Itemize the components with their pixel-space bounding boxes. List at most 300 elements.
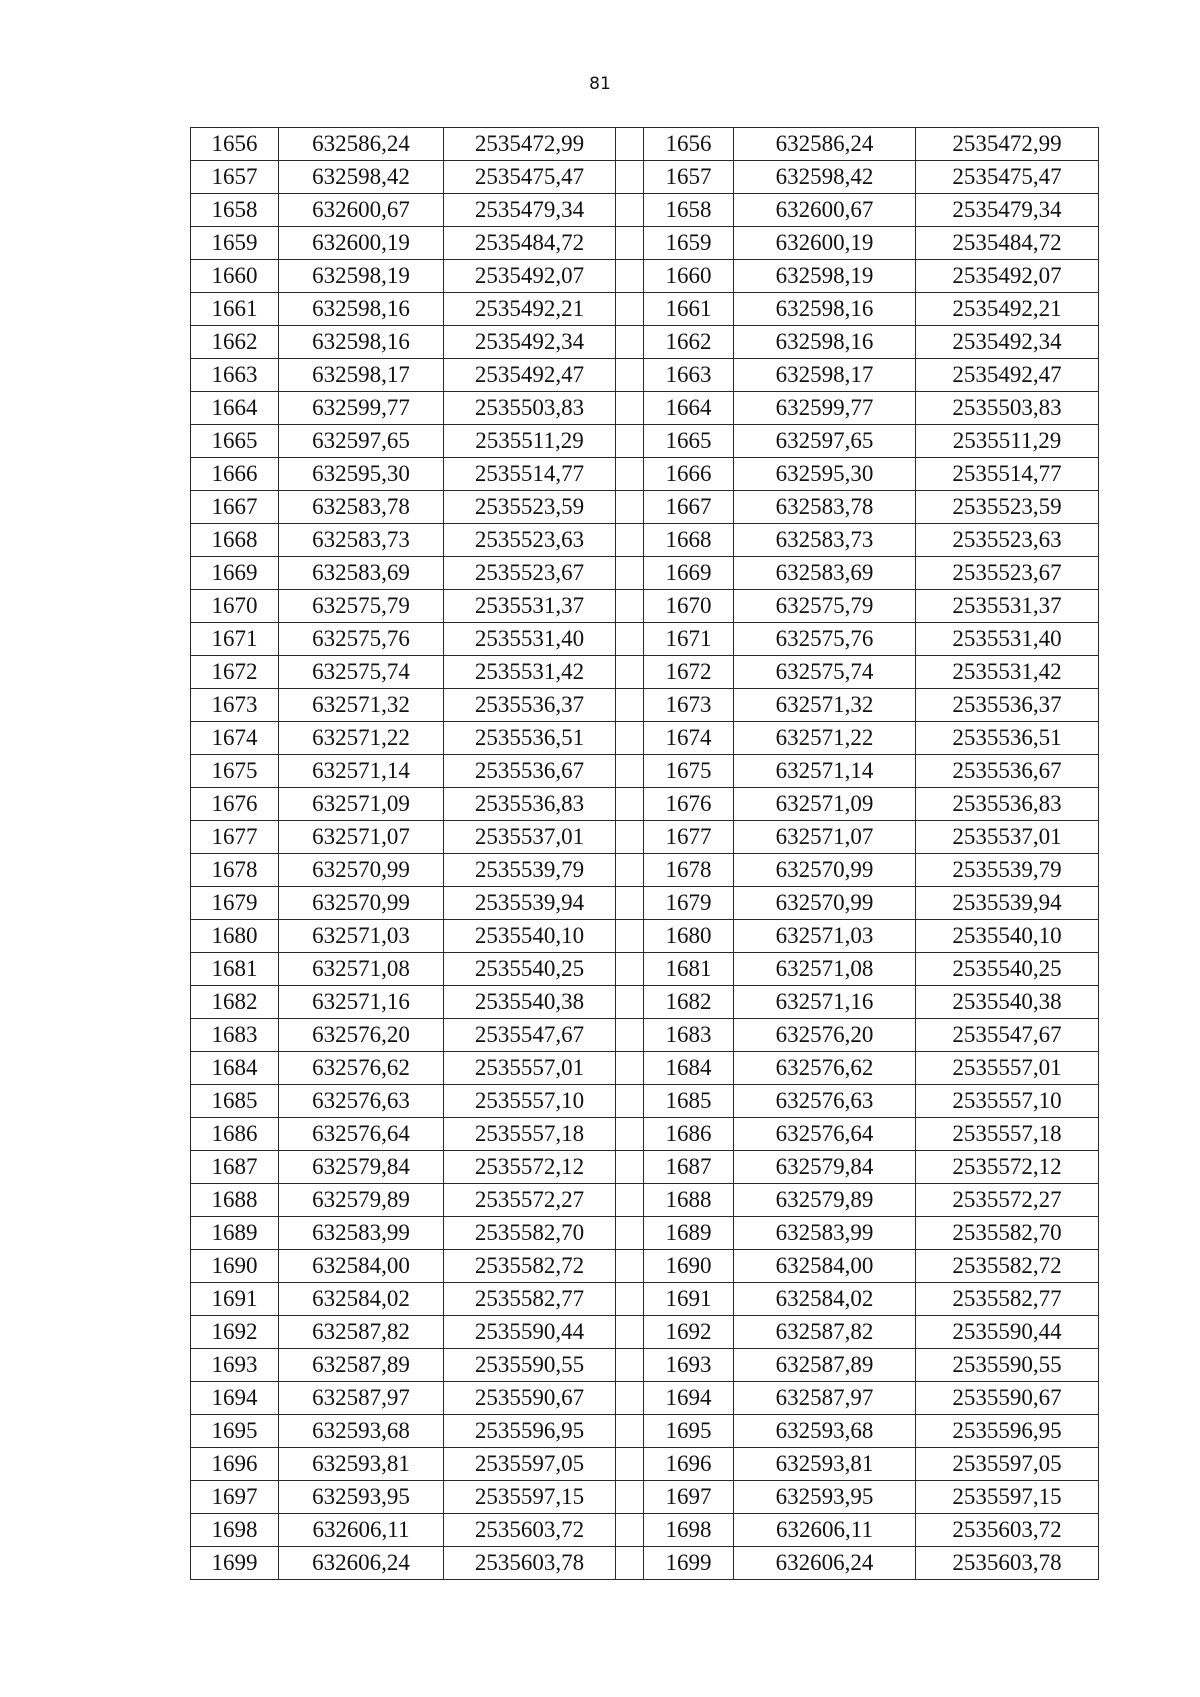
spacer-cell — [616, 557, 644, 590]
right-y-coordinate-cell: 2535531,42 — [916, 656, 1099, 689]
spacer-cell — [616, 755, 644, 788]
left-x-coordinate-cell: 632593,81 — [279, 1448, 444, 1481]
left-x-coordinate-cell: 632597,65 — [279, 425, 444, 458]
right-point-number-cell: 1664 — [644, 392, 734, 425]
spacer-cell — [616, 293, 644, 326]
left-point-number-cell: 1658 — [191, 194, 279, 227]
spacer-cell — [616, 1448, 644, 1481]
left-y-coordinate-cell: 2535523,63 — [444, 524, 616, 557]
left-y-coordinate-cell: 2535572,27 — [444, 1184, 616, 1217]
left-point-number-cell: 1678 — [191, 854, 279, 887]
left-x-coordinate-cell: 632593,95 — [279, 1481, 444, 1514]
right-point-number-cell: 1656 — [644, 128, 734, 161]
right-y-coordinate-cell: 2535523,59 — [916, 491, 1099, 524]
left-x-coordinate-cell: 632598,16 — [279, 293, 444, 326]
right-y-coordinate-cell: 2535492,34 — [916, 326, 1099, 359]
table-row — [191, 1184, 1099, 1217]
left-x-coordinate-cell: 632576,63 — [279, 1085, 444, 1118]
spacer-cell — [616, 227, 644, 260]
spacer-cell — [616, 1514, 644, 1547]
right-y-coordinate-cell: 2535582,72 — [916, 1250, 1099, 1283]
right-x-coordinate-cell: 632575,76 — [734, 623, 916, 656]
right-x-coordinate-cell: 632606,24 — [734, 1547, 916, 1580]
right-point-number-cell: 1690 — [644, 1250, 734, 1283]
right-point-number-cell: 1678 — [644, 854, 734, 887]
right-x-coordinate-cell: 632571,16 — [734, 986, 916, 1019]
left-x-coordinate-cell: 632586,24 — [279, 128, 444, 161]
table-row — [191, 1349, 1099, 1382]
left-x-coordinate-cell: 632598,19 — [279, 260, 444, 293]
spacer-cell — [616, 1547, 644, 1580]
right-y-coordinate-cell: 2535572,27 — [916, 1184, 1099, 1217]
left-y-coordinate-cell: 2535557,10 — [444, 1085, 616, 1118]
left-x-coordinate-cell: 632587,89 — [279, 1349, 444, 1382]
left-x-coordinate-cell: 632584,02 — [279, 1283, 444, 1316]
left-x-coordinate-cell: 632571,08 — [279, 953, 444, 986]
spacer-cell — [616, 1085, 644, 1118]
left-point-number-cell: 1682 — [191, 986, 279, 1019]
right-point-number-cell: 1683 — [644, 1019, 734, 1052]
left-y-coordinate-cell: 2535475,47 — [444, 161, 616, 194]
table-row — [191, 953, 1099, 986]
right-y-coordinate-cell: 2535479,34 — [916, 194, 1099, 227]
left-x-coordinate-cell: 632579,84 — [279, 1151, 444, 1184]
left-x-coordinate-cell: 632571,22 — [279, 722, 444, 755]
right-x-coordinate-cell: 632576,20 — [734, 1019, 916, 1052]
spacer-cell — [616, 1382, 644, 1415]
table-row — [191, 1052, 1099, 1085]
right-y-coordinate-cell: 2535537,01 — [916, 821, 1099, 854]
table-row — [191, 1316, 1099, 1349]
spacer-cell — [616, 623, 644, 656]
right-x-coordinate-cell: 632587,89 — [734, 1349, 916, 1382]
right-point-number-cell: 1680 — [644, 920, 734, 953]
right-x-coordinate-cell: 632584,00 — [734, 1250, 916, 1283]
table-row — [191, 425, 1099, 458]
left-x-coordinate-cell: 632576,20 — [279, 1019, 444, 1052]
table-row — [191, 656, 1099, 689]
left-x-coordinate-cell: 632571,14 — [279, 755, 444, 788]
table-row — [191, 392, 1099, 425]
right-y-coordinate-cell: 2535531,40 — [916, 623, 1099, 656]
right-y-coordinate-cell: 2535523,67 — [916, 557, 1099, 590]
left-point-number-cell: 1697 — [191, 1481, 279, 1514]
right-point-number-cell: 1694 — [644, 1382, 734, 1415]
right-x-coordinate-cell: 632570,99 — [734, 887, 916, 920]
left-y-coordinate-cell: 2535531,40 — [444, 623, 616, 656]
right-x-coordinate-cell: 632579,84 — [734, 1151, 916, 1184]
right-x-coordinate-cell: 632571,03 — [734, 920, 916, 953]
table-row — [191, 161, 1099, 194]
left-y-coordinate-cell: 2535540,25 — [444, 953, 616, 986]
spacer-cell — [616, 1415, 644, 1448]
right-x-coordinate-cell: 632576,62 — [734, 1052, 916, 1085]
right-y-coordinate-cell: 2535536,51 — [916, 722, 1099, 755]
left-y-coordinate-cell: 2535492,07 — [444, 260, 616, 293]
table-row — [191, 986, 1099, 1019]
left-point-number-cell: 1672 — [191, 656, 279, 689]
table-row — [191, 623, 1099, 656]
table-row — [191, 722, 1099, 755]
left-x-coordinate-cell: 632576,62 — [279, 1052, 444, 1085]
left-y-coordinate-cell: 2535514,77 — [444, 458, 616, 491]
left-x-coordinate-cell: 632598,16 — [279, 326, 444, 359]
right-point-number-cell: 1692 — [644, 1316, 734, 1349]
left-y-coordinate-cell: 2535537,01 — [444, 821, 616, 854]
left-x-coordinate-cell: 632587,97 — [279, 1382, 444, 1415]
left-point-number-cell: 1657 — [191, 161, 279, 194]
spacer-cell — [616, 1151, 644, 1184]
right-y-coordinate-cell: 2535539,94 — [916, 887, 1099, 920]
left-point-number-cell: 1664 — [191, 392, 279, 425]
spacer-cell — [616, 1250, 644, 1283]
right-y-coordinate-cell: 2535492,07 — [916, 260, 1099, 293]
right-x-coordinate-cell: 632571,32 — [734, 689, 916, 722]
right-y-coordinate-cell: 2535536,83 — [916, 788, 1099, 821]
spacer-cell — [616, 1217, 644, 1250]
right-x-coordinate-cell: 632575,79 — [734, 590, 916, 623]
left-point-number-cell: 1663 — [191, 359, 279, 392]
right-point-number-cell: 1679 — [644, 887, 734, 920]
left-point-number-cell: 1668 — [191, 524, 279, 557]
right-point-number-cell: 1682 — [644, 986, 734, 1019]
left-y-coordinate-cell: 2535484,72 — [444, 227, 616, 260]
right-x-coordinate-cell: 632583,99 — [734, 1217, 916, 1250]
right-point-number-cell: 1693 — [644, 1349, 734, 1382]
right-y-coordinate-cell: 2535603,78 — [916, 1547, 1099, 1580]
left-y-coordinate-cell: 2535531,42 — [444, 656, 616, 689]
left-x-coordinate-cell: 632595,30 — [279, 458, 444, 491]
right-point-number-cell: 1669 — [644, 557, 734, 590]
right-y-coordinate-cell: 2535540,25 — [916, 953, 1099, 986]
left-x-coordinate-cell: 632593,68 — [279, 1415, 444, 1448]
table-row — [191, 1481, 1099, 1514]
right-point-number-cell: 1659 — [644, 227, 734, 260]
left-y-coordinate-cell: 2535582,72 — [444, 1250, 616, 1283]
right-y-coordinate-cell: 2535582,70 — [916, 1217, 1099, 1250]
right-point-number-cell: 1675 — [644, 755, 734, 788]
table-row — [191, 557, 1099, 590]
right-x-coordinate-cell: 632593,68 — [734, 1415, 916, 1448]
left-point-number-cell: 1695 — [191, 1415, 279, 1448]
left-x-coordinate-cell: 632575,74 — [279, 656, 444, 689]
left-x-coordinate-cell: 632571,03 — [279, 920, 444, 953]
left-x-coordinate-cell: 632576,64 — [279, 1118, 444, 1151]
right-y-coordinate-cell: 2535475,47 — [916, 161, 1099, 194]
right-point-number-cell: 1661 — [644, 293, 734, 326]
table-row — [191, 1118, 1099, 1151]
right-x-coordinate-cell: 632598,17 — [734, 359, 916, 392]
left-y-coordinate-cell: 2535603,72 — [444, 1514, 616, 1547]
right-point-number-cell: 1691 — [644, 1283, 734, 1316]
left-x-coordinate-cell: 632583,78 — [279, 491, 444, 524]
table-row — [191, 458, 1099, 491]
right-y-coordinate-cell: 2535492,21 — [916, 293, 1099, 326]
left-y-coordinate-cell: 2535590,44 — [444, 1316, 616, 1349]
right-x-coordinate-cell: 632571,09 — [734, 788, 916, 821]
right-point-number-cell: 1689 — [644, 1217, 734, 1250]
left-y-coordinate-cell: 2535536,67 — [444, 755, 616, 788]
spacer-cell — [616, 1316, 644, 1349]
right-x-coordinate-cell: 632598,16 — [734, 293, 916, 326]
spacer-cell — [616, 953, 644, 986]
right-point-number-cell: 1666 — [644, 458, 734, 491]
right-y-coordinate-cell: 2535536,37 — [916, 689, 1099, 722]
left-point-number-cell: 1686 — [191, 1118, 279, 1151]
spacer-cell — [616, 1019, 644, 1052]
table-row — [191, 788, 1099, 821]
right-point-number-cell: 1698 — [644, 1514, 734, 1547]
right-x-coordinate-cell: 632599,77 — [734, 392, 916, 425]
right-y-coordinate-cell: 2535557,18 — [916, 1118, 1099, 1151]
right-point-number-cell: 1674 — [644, 722, 734, 755]
right-y-coordinate-cell: 2535492,47 — [916, 359, 1099, 392]
left-y-coordinate-cell: 2535572,12 — [444, 1151, 616, 1184]
left-y-coordinate-cell: 2535597,15 — [444, 1481, 616, 1514]
left-x-coordinate-cell: 632571,32 — [279, 689, 444, 722]
right-point-number-cell: 1684 — [644, 1052, 734, 1085]
left-y-coordinate-cell: 2535540,10 — [444, 920, 616, 953]
left-point-number-cell: 1666 — [191, 458, 279, 491]
left-x-coordinate-cell: 632575,79 — [279, 590, 444, 623]
right-y-coordinate-cell: 2535540,10 — [916, 920, 1099, 953]
left-point-number-cell: 1656 — [191, 128, 279, 161]
table-row — [191, 1448, 1099, 1481]
left-point-number-cell: 1683 — [191, 1019, 279, 1052]
spacer-cell — [616, 161, 644, 194]
right-point-number-cell: 1673 — [644, 689, 734, 722]
table-row — [191, 128, 1099, 161]
left-y-coordinate-cell: 2535536,83 — [444, 788, 616, 821]
right-x-coordinate-cell: 632570,99 — [734, 854, 916, 887]
spacer-cell — [616, 260, 644, 293]
left-y-coordinate-cell: 2535540,38 — [444, 986, 616, 1019]
right-y-coordinate-cell: 2535472,99 — [916, 128, 1099, 161]
left-y-coordinate-cell: 2535557,01 — [444, 1052, 616, 1085]
left-point-number-cell: 1674 — [191, 722, 279, 755]
right-point-number-cell: 1688 — [644, 1184, 734, 1217]
left-x-coordinate-cell: 632571,09 — [279, 788, 444, 821]
right-y-coordinate-cell: 2535572,12 — [916, 1151, 1099, 1184]
right-x-coordinate-cell: 632598,19 — [734, 260, 916, 293]
right-y-coordinate-cell: 2535596,95 — [916, 1415, 1099, 1448]
left-point-number-cell: 1669 — [191, 557, 279, 590]
left-y-coordinate-cell: 2535603,78 — [444, 1547, 616, 1580]
left-x-coordinate-cell: 632570,99 — [279, 854, 444, 887]
right-point-number-cell: 1660 — [644, 260, 734, 293]
right-x-coordinate-cell: 632571,14 — [734, 755, 916, 788]
right-y-coordinate-cell: 2535531,37 — [916, 590, 1099, 623]
left-y-coordinate-cell: 2535547,67 — [444, 1019, 616, 1052]
left-y-coordinate-cell: 2535582,70 — [444, 1217, 616, 1250]
left-y-coordinate-cell: 2535472,99 — [444, 128, 616, 161]
left-y-coordinate-cell: 2535596,95 — [444, 1415, 616, 1448]
left-y-coordinate-cell: 2535597,05 — [444, 1448, 616, 1481]
left-point-number-cell: 1688 — [191, 1184, 279, 1217]
right-x-coordinate-cell: 632583,69 — [734, 557, 916, 590]
table-row — [191, 1547, 1099, 1580]
spacer-cell — [616, 326, 644, 359]
right-point-number-cell: 1676 — [644, 788, 734, 821]
left-point-number-cell: 1690 — [191, 1250, 279, 1283]
right-point-number-cell: 1677 — [644, 821, 734, 854]
left-x-coordinate-cell: 632606,24 — [279, 1547, 444, 1580]
left-y-coordinate-cell: 2535582,77 — [444, 1283, 616, 1316]
table-row — [191, 1283, 1099, 1316]
left-y-coordinate-cell: 2535503,83 — [444, 392, 616, 425]
left-y-coordinate-cell: 2535492,21 — [444, 293, 616, 326]
left-x-coordinate-cell: 632599,77 — [279, 392, 444, 425]
right-point-number-cell: 1663 — [644, 359, 734, 392]
spacer-cell — [616, 689, 644, 722]
table-row — [191, 326, 1099, 359]
right-point-number-cell: 1657 — [644, 161, 734, 194]
right-y-coordinate-cell: 2535547,67 — [916, 1019, 1099, 1052]
left-y-coordinate-cell: 2535536,51 — [444, 722, 616, 755]
table-row — [191, 359, 1099, 392]
spacer-cell — [616, 1349, 644, 1382]
right-point-number-cell: 1697 — [644, 1481, 734, 1514]
left-x-coordinate-cell: 632598,42 — [279, 161, 444, 194]
spacer-cell — [616, 821, 644, 854]
table-row — [191, 260, 1099, 293]
left-point-number-cell: 1693 — [191, 1349, 279, 1382]
left-x-coordinate-cell: 632575,76 — [279, 623, 444, 656]
left-x-coordinate-cell: 632583,99 — [279, 1217, 444, 1250]
right-point-number-cell: 1699 — [644, 1547, 734, 1580]
spacer-cell — [616, 1481, 644, 1514]
left-y-coordinate-cell: 2535539,94 — [444, 887, 616, 920]
spacer-cell — [616, 458, 644, 491]
left-y-coordinate-cell: 2535531,37 — [444, 590, 616, 623]
right-x-coordinate-cell: 632579,89 — [734, 1184, 916, 1217]
left-y-coordinate-cell: 2535511,29 — [444, 425, 616, 458]
left-point-number-cell: 1667 — [191, 491, 279, 524]
right-y-coordinate-cell: 2535540,38 — [916, 986, 1099, 1019]
table-row — [191, 590, 1099, 623]
left-y-coordinate-cell: 2535523,59 — [444, 491, 616, 524]
left-point-number-cell: 1659 — [191, 227, 279, 260]
table-row — [191, 1382, 1099, 1415]
spacer-cell — [616, 656, 644, 689]
right-y-coordinate-cell: 2535582,77 — [916, 1283, 1099, 1316]
coordinates-table — [190, 127, 1099, 1580]
left-x-coordinate-cell: 632583,73 — [279, 524, 444, 557]
left-y-coordinate-cell: 2535536,37 — [444, 689, 616, 722]
left-point-number-cell: 1670 — [191, 590, 279, 623]
right-point-number-cell: 1696 — [644, 1448, 734, 1481]
right-y-coordinate-cell: 2535603,72 — [916, 1514, 1099, 1547]
right-point-number-cell: 1658 — [644, 194, 734, 227]
left-x-coordinate-cell: 632571,07 — [279, 821, 444, 854]
page-number: 81 — [589, 74, 611, 94]
left-point-number-cell: 1677 — [191, 821, 279, 854]
left-y-coordinate-cell: 2535492,34 — [444, 326, 616, 359]
left-x-coordinate-cell: 632584,00 — [279, 1250, 444, 1283]
right-y-coordinate-cell: 2535511,29 — [916, 425, 1099, 458]
spacer-cell — [616, 1184, 644, 1217]
spacer-cell — [616, 1283, 644, 1316]
right-x-coordinate-cell: 632583,78 — [734, 491, 916, 524]
left-x-coordinate-cell: 632571,16 — [279, 986, 444, 1019]
right-y-coordinate-cell: 2535597,05 — [916, 1448, 1099, 1481]
left-point-number-cell: 1660 — [191, 260, 279, 293]
right-point-number-cell: 1687 — [644, 1151, 734, 1184]
left-x-coordinate-cell: 632587,82 — [279, 1316, 444, 1349]
table-row — [191, 887, 1099, 920]
right-x-coordinate-cell: 632587,82 — [734, 1316, 916, 1349]
spacer-cell — [616, 425, 644, 458]
right-point-number-cell: 1667 — [644, 491, 734, 524]
spacer-cell — [616, 920, 644, 953]
left-point-number-cell: 1692 — [191, 1316, 279, 1349]
left-x-coordinate-cell: 632583,69 — [279, 557, 444, 590]
left-point-number-cell: 1691 — [191, 1283, 279, 1316]
spacer-cell — [616, 887, 644, 920]
right-x-coordinate-cell: 632598,16 — [734, 326, 916, 359]
table-row — [191, 1085, 1099, 1118]
right-y-coordinate-cell: 2535590,55 — [916, 1349, 1099, 1382]
right-y-coordinate-cell: 2535503,83 — [916, 392, 1099, 425]
left-y-coordinate-cell: 2535539,79 — [444, 854, 616, 887]
right-y-coordinate-cell: 2535484,72 — [916, 227, 1099, 260]
left-x-coordinate-cell: 632600,19 — [279, 227, 444, 260]
left-point-number-cell: 1661 — [191, 293, 279, 326]
right-point-number-cell: 1672 — [644, 656, 734, 689]
right-y-coordinate-cell: 2535590,67 — [916, 1382, 1099, 1415]
table-row — [191, 194, 1099, 227]
left-point-number-cell: 1689 — [191, 1217, 279, 1250]
table-row — [191, 1217, 1099, 1250]
right-x-coordinate-cell: 632586,24 — [734, 128, 916, 161]
left-x-coordinate-cell: 632570,99 — [279, 887, 444, 920]
table-row — [191, 227, 1099, 260]
right-x-coordinate-cell: 632571,22 — [734, 722, 916, 755]
left-y-coordinate-cell: 2535492,47 — [444, 359, 616, 392]
spacer-cell — [616, 788, 644, 821]
spacer-cell — [616, 854, 644, 887]
spacer-cell — [616, 1052, 644, 1085]
right-x-coordinate-cell: 632600,67 — [734, 194, 916, 227]
table-row — [191, 689, 1099, 722]
table-row — [191, 821, 1099, 854]
right-x-coordinate-cell: 632595,30 — [734, 458, 916, 491]
right-point-number-cell: 1671 — [644, 623, 734, 656]
table-row — [191, 524, 1099, 557]
right-point-number-cell: 1685 — [644, 1085, 734, 1118]
left-point-number-cell: 1681 — [191, 953, 279, 986]
right-y-coordinate-cell: 2535523,63 — [916, 524, 1099, 557]
spacer-cell — [616, 1118, 644, 1151]
table-row — [191, 854, 1099, 887]
spacer-cell — [616, 722, 644, 755]
left-point-number-cell: 1685 — [191, 1085, 279, 1118]
right-y-coordinate-cell: 2535536,67 — [916, 755, 1099, 788]
right-point-number-cell: 1668 — [644, 524, 734, 557]
left-x-coordinate-cell: 632598,17 — [279, 359, 444, 392]
right-point-number-cell: 1670 — [644, 590, 734, 623]
left-point-number-cell: 1680 — [191, 920, 279, 953]
left-y-coordinate-cell: 2535557,18 — [444, 1118, 616, 1151]
right-point-number-cell: 1662 — [644, 326, 734, 359]
spacer-cell — [616, 491, 644, 524]
right-y-coordinate-cell: 2535557,10 — [916, 1085, 1099, 1118]
spacer-cell — [616, 194, 644, 227]
left-y-coordinate-cell: 2535590,55 — [444, 1349, 616, 1382]
right-y-coordinate-cell: 2535597,15 — [916, 1481, 1099, 1514]
right-x-coordinate-cell: 632598,42 — [734, 161, 916, 194]
table-row — [191, 755, 1099, 788]
